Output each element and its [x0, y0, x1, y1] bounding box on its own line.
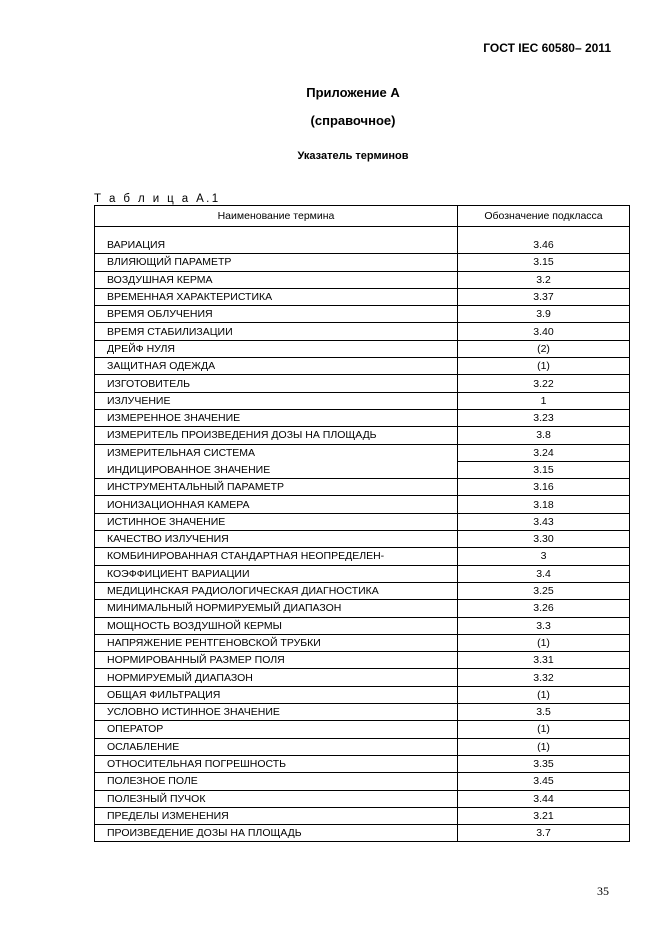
code-cell: 3.45	[458, 773, 630, 790]
term-cell: ИНДИЦИРОВАННОЕ ЗНАЧЕНИЕ	[95, 461, 458, 478]
code-cell: 3.44	[458, 790, 630, 807]
code-cell: 3.15	[458, 461, 630, 478]
table-row	[95, 409, 630, 426]
index-heading: Указатель терминов	[297, 150, 409, 162]
term-cell: ОБЩАЯ ФИЛЬТРАЦИЯ	[95, 686, 458, 703]
code-cell: 3.21	[458, 807, 630, 824]
table-body	[95, 227, 630, 842]
term-cell: ВРЕМЕННАЯ ХАРАКТЕРИСТИКА	[95, 288, 458, 305]
table-row	[95, 427, 630, 444]
code-cell: 3.22	[458, 375, 630, 392]
table-row	[95, 825, 630, 842]
table-row	[95, 496, 630, 513]
table-row	[95, 738, 630, 755]
term-cell: ПОЛЕЗНЫЙ ПУЧОК	[95, 790, 458, 807]
code-cell: 3.3	[458, 617, 630, 634]
term-cell: ИЗМЕРИТЕЛЬ ПРОИЗВЕДЕНИЯ ДОЗЫ НА ПЛОЩАДЬ	[95, 427, 458, 444]
code-cell: (1)	[458, 686, 630, 703]
table-row	[95, 358, 630, 375]
term-cell: ПРЕДЕЛЫ ИЗМЕНЕНИЯ	[95, 807, 458, 824]
table-row	[95, 237, 630, 254]
term-cell: ИЗГОТОВИТЕЛЬ	[95, 375, 458, 392]
term-cell: МЕДИЦИНСКАЯ РАДИОЛОГИЧЕСКАЯ ДИАГНОСТИКА	[95, 582, 458, 599]
term-cell: КАЧЕСТВО ИЗЛУЧЕНИЯ	[95, 531, 458, 548]
table-row	[95, 479, 630, 496]
term-cell: УСЛОВНО ИСТИННОЕ ЗНАЧЕНИЕ	[95, 704, 458, 721]
term-cell: КОЭФФИЦИЕНТ ВАРИАЦИИ	[95, 565, 458, 582]
table-row	[95, 323, 630, 340]
term-cell: НАПРЯЖЕНИЕ РЕНТГЕНОВСКОЙ ТРУБКИ	[95, 634, 458, 651]
table-row	[95, 582, 630, 599]
code-cell: 3.43	[458, 513, 630, 530]
term-cell: НОРМИРУЕМЫЙ ДИАПАЗОН	[95, 669, 458, 686]
terms-table	[94, 205, 630, 842]
code-cell: 3.4	[458, 565, 630, 582]
table-row	[95, 617, 630, 634]
term-cell: ВЛИЯЮЩИЙ ПАРАМЕТР	[95, 254, 458, 271]
table-row	[95, 513, 630, 530]
term-cell: НОРМИРОВАННЫЙ РАЗМЕР ПОЛЯ	[95, 652, 458, 669]
code-cell: (1)	[458, 738, 630, 755]
table-caption: Т а б л и ц а А.1	[94, 193, 221, 205]
table-row	[95, 565, 630, 582]
table-row	[95, 634, 630, 651]
term-cell: ИОНИЗАЦИОННАЯ КАМЕРА	[95, 496, 458, 513]
table-row	[95, 548, 630, 565]
col-header-code: Обозначение подкласса	[458, 206, 630, 227]
table-row	[95, 340, 630, 357]
code-cell: (2)	[458, 340, 630, 357]
code-cell: 3.26	[458, 600, 630, 617]
table-row	[95, 375, 630, 392]
term-cell: ЗАЩИТНАЯ ОДЕЖДА	[95, 358, 458, 375]
table-row	[95, 392, 630, 409]
standard-designation: ГОСТ IEC 60580– 2011	[483, 41, 611, 55]
table-row	[95, 288, 630, 305]
table-row	[95, 461, 630, 478]
code-cell: 3.40	[458, 323, 630, 340]
term-cell: ИЗМЕРЕННОЕ ЗНАЧЕНИЕ	[95, 409, 458, 426]
code-cell: 3.23	[458, 409, 630, 426]
table-row	[95, 686, 630, 703]
table-row	[95, 721, 630, 738]
table-row	[95, 773, 630, 790]
page-number: 35	[597, 884, 609, 898]
table-spacer-row	[95, 227, 630, 238]
term-cell: ДРЕЙФ НУЛЯ	[95, 340, 458, 357]
code-cell: 3.9	[458, 306, 630, 323]
term-cell: ВАРИАЦИЯ	[95, 237, 458, 254]
term-cell: МОЩНОСТЬ ВОЗДУШНОЙ КЕРМЫ	[95, 617, 458, 634]
code-cell: 3.16	[458, 479, 630, 496]
table-row	[95, 652, 630, 669]
code-cell: 3.18	[458, 496, 630, 513]
term-cell: МИНИМАЛЬНЫЙ НОРМИРУЕМЫЙ ДИАПАЗОН	[95, 600, 458, 617]
term-cell: ИЗЛУЧЕНИЕ	[95, 392, 458, 409]
term-cell: ИНСТРУМЕНТАЛЬНЫЙ ПАРАМЕТР	[95, 479, 458, 496]
term-cell: ПРОИЗВЕДЕНИЕ ДОЗЫ НА ПЛОЩАДЬ	[95, 825, 458, 842]
table-header-row	[95, 206, 630, 227]
code-cell: 3.24	[458, 444, 630, 461]
table-row	[95, 444, 630, 461]
code-cell: 3.15	[458, 254, 630, 271]
code-cell: 3.30	[458, 531, 630, 548]
term-cell: ОСЛАБЛЕНИЕ	[95, 738, 458, 755]
code-cell: 3.37	[458, 288, 630, 305]
table-row	[95, 755, 630, 772]
appendix-subtitle: (справочное)	[310, 113, 396, 128]
code-cell: (1)	[458, 358, 630, 375]
code-cell: 3.8	[458, 427, 630, 444]
col-header-term: Наименование термина	[95, 206, 458, 227]
term-cell: ВРЕМЯ ОБЛУЧЕНИЯ	[95, 306, 458, 323]
table-row	[95, 271, 630, 288]
code-cell: 3.46	[458, 237, 630, 254]
code-cell: 3.25	[458, 582, 630, 599]
term-cell: ВРЕМЯ СТАБИЛИЗАЦИИ	[95, 323, 458, 340]
code-cell: 3.5	[458, 704, 630, 721]
code-cell: (1)	[458, 634, 630, 651]
code-cell: 3	[458, 548, 630, 565]
code-cell: 3.31	[458, 652, 630, 669]
term-cell: ВОЗДУШНАЯ КЕРМА	[95, 271, 458, 288]
appendix-title: Приложение А	[306, 85, 400, 100]
table-row	[95, 306, 630, 323]
table-row	[95, 254, 630, 271]
table-row	[95, 669, 630, 686]
code-cell: 3.32	[458, 669, 630, 686]
code-cell: 3.2	[458, 271, 630, 288]
term-cell: КОМБИНИРОВАННАЯ СТАНДАРТНАЯ НЕОПРЕДЕЛЕН-	[95, 548, 458, 565]
table-row	[95, 807, 630, 824]
code-cell: 3.35	[458, 755, 630, 772]
code-cell: 1	[458, 392, 630, 409]
table-row	[95, 704, 630, 721]
term-cell: ИСТИННОЕ ЗНАЧЕНИЕ	[95, 513, 458, 530]
table-row	[95, 531, 630, 548]
term-cell: ПОЛЕЗНОЕ ПОЛЕ	[95, 773, 458, 790]
table-row	[95, 600, 630, 617]
table-row	[95, 790, 630, 807]
term-cell: ИЗМЕРИТЕЛЬНАЯ СИСТЕМА	[95, 444, 458, 461]
term-cell: ОПЕРАТОР	[95, 721, 458, 738]
code-cell: (1)	[458, 721, 630, 738]
term-cell: ОТНОСИТЕЛЬНАЯ ПОГРЕШНОСТЬ	[95, 755, 458, 772]
code-cell: 3.7	[458, 825, 630, 842]
